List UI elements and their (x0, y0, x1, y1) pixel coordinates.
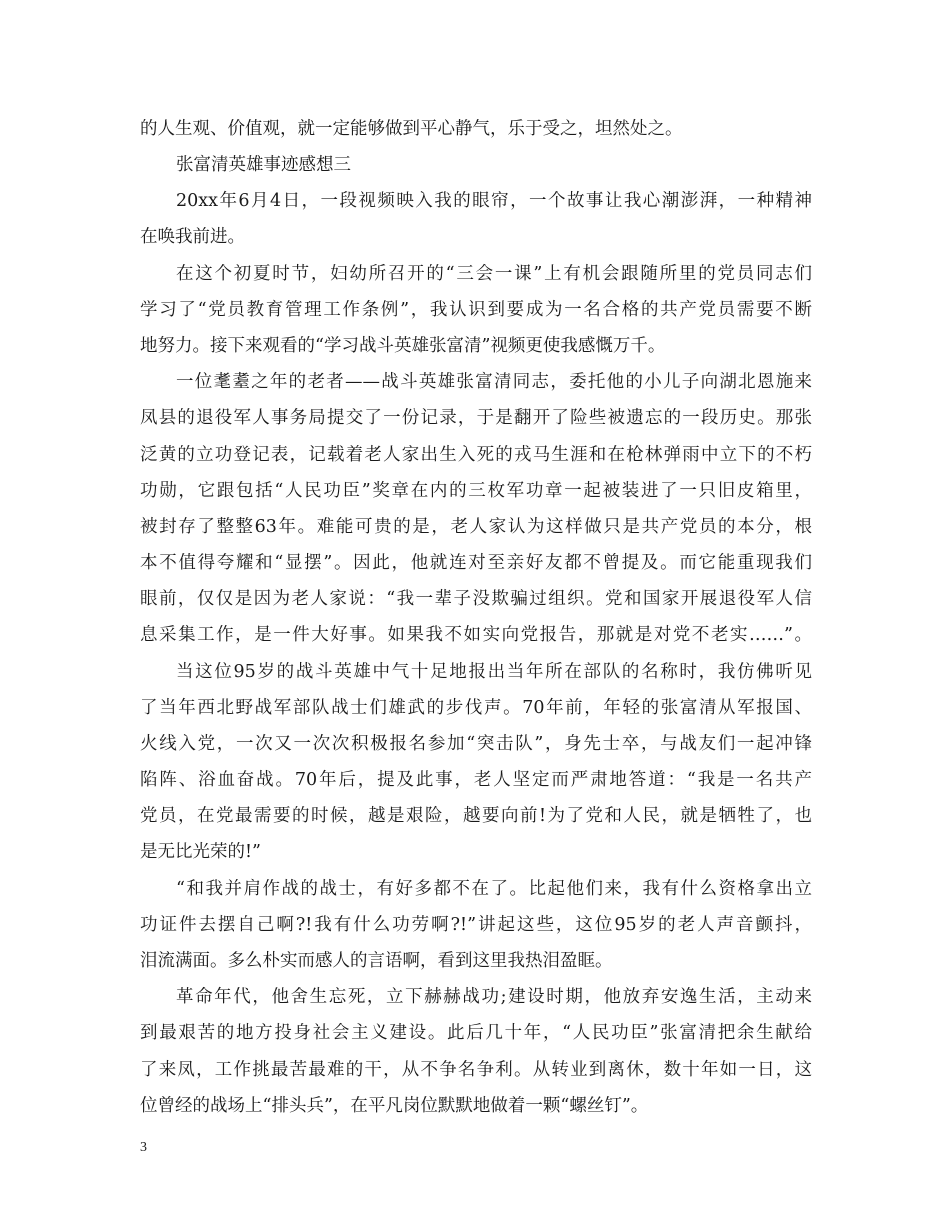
text-line: 的人生观、价值观，就一定能够做到平心静气，乐于受之，坦然处之。 (140, 119, 683, 139)
text-line: 被封存了整整63年。难能可贵的是，老人家认为这样做只是共产党员的本分，根 (140, 517, 812, 537)
text-line: 火线入党，一次又一次次积极报名参加“突击队”，身先士卒，与战友们一起冲锋 (140, 734, 812, 754)
text-line: 陷阵、浴血奋战。70年后，提及此事，老人坚定而严肃地答道：“我是一名共产 (140, 770, 812, 790)
text-line: 到最艰苦的地方投身社会主义建设。此后几十年，“人民功臣”张富清把余生献给 (140, 1023, 812, 1043)
text-line: 了来凤，工作挑最苦最难的干，从不争名争利。从转业到离休，数十年如一日，这 (140, 1060, 812, 1080)
page-number: 3 (140, 1140, 147, 1155)
text-line: 一位耄耋之年的老者——战斗英雄张富清同志，委托他的小儿子向湖北恩施来 (176, 372, 812, 392)
text-line: 泪流满面。多么朴实而感人的言语啊，看到这里我热泪盈眶。 (140, 951, 613, 971)
text-line: 泛黄的立功登记表，记载着老人家出生入死的戎马生涯和在枪林弹雨中立下的不朽 (140, 445, 812, 465)
text-line: 息采集工作，是一件大好事。如果我不如实向党报告，那就是对党不老实……”。 (140, 625, 812, 645)
section-heading: 张富清英雄事迹感想三 (176, 155, 351, 175)
text-line: 功勋，它跟包括“人民功臣”奖章在内的三枚军功章一起被装进了一只旧皮箱里， (140, 481, 812, 501)
text-line: 本不值得夸耀和“显摆”。因此，他就连对至亲好友都不曾提及。而它能重现我们 (140, 553, 812, 573)
text-line: 20xx年6月4日，一段视频映入我的眼帘，一个故事让我心潮澎湃，一种精神 (176, 191, 812, 211)
text-line: 在这个初夏时节，妇幼所召开的“三会一课”上有机会跟随所里的党员同志们 (176, 264, 812, 284)
text-line: 党员，在党最需要的时候，越是艰险，越要向前!为了党和人民，就是牺牲了，也 (140, 806, 812, 826)
text-line: 眼前，仅仅是因为老人家说：“我一辈子没欺骗过组织。党和国家开展退役军人信 (140, 589, 812, 609)
text-line: 在唤我前进。 (140, 227, 245, 247)
text-line: 地努力。接下来观看的“学习战斗英雄张富清”视频更使我感慨万千。 (140, 336, 666, 356)
text-line: “和我并肩作战的战士，有好多都不在了。比起他们来，我有什么资格拿出立 (176, 879, 812, 899)
text-line: 了当年西北野战军部队战士们雄武的步伐声。70年前，年轻的张富清从军报国、 (140, 698, 812, 718)
text-line: 革命年代，他舍生忘死，立下赫赫战功;建设时期，他放弃安逸生活，主动来 (176, 987, 812, 1007)
text-line: 凤县的退役军人事务局提交了一份记录，于是翻开了险些被遗忘的一段历史。那张 (140, 408, 812, 428)
text-line: 功证件去摆自己啊?!我有什么功劳啊?!”讲起这些，这位95岁的老人声音颤抖， (140, 915, 812, 935)
text-line: 位曾经的战场上“排头兵”，在平凡岗位默默地做着一颗“螺丝钉”。 (140, 1096, 649, 1116)
text-line: 学习了“党员教育管理工作条例”，我认识到要成为一名合格的共产党员需要不断 (140, 300, 812, 320)
text-line: 是无比光荣的!” (140, 842, 261, 862)
text-line: 当这位95岁的战斗英雄中气十足地报出当年所在部队的名称时，我仿佛听见 (176, 662, 812, 682)
